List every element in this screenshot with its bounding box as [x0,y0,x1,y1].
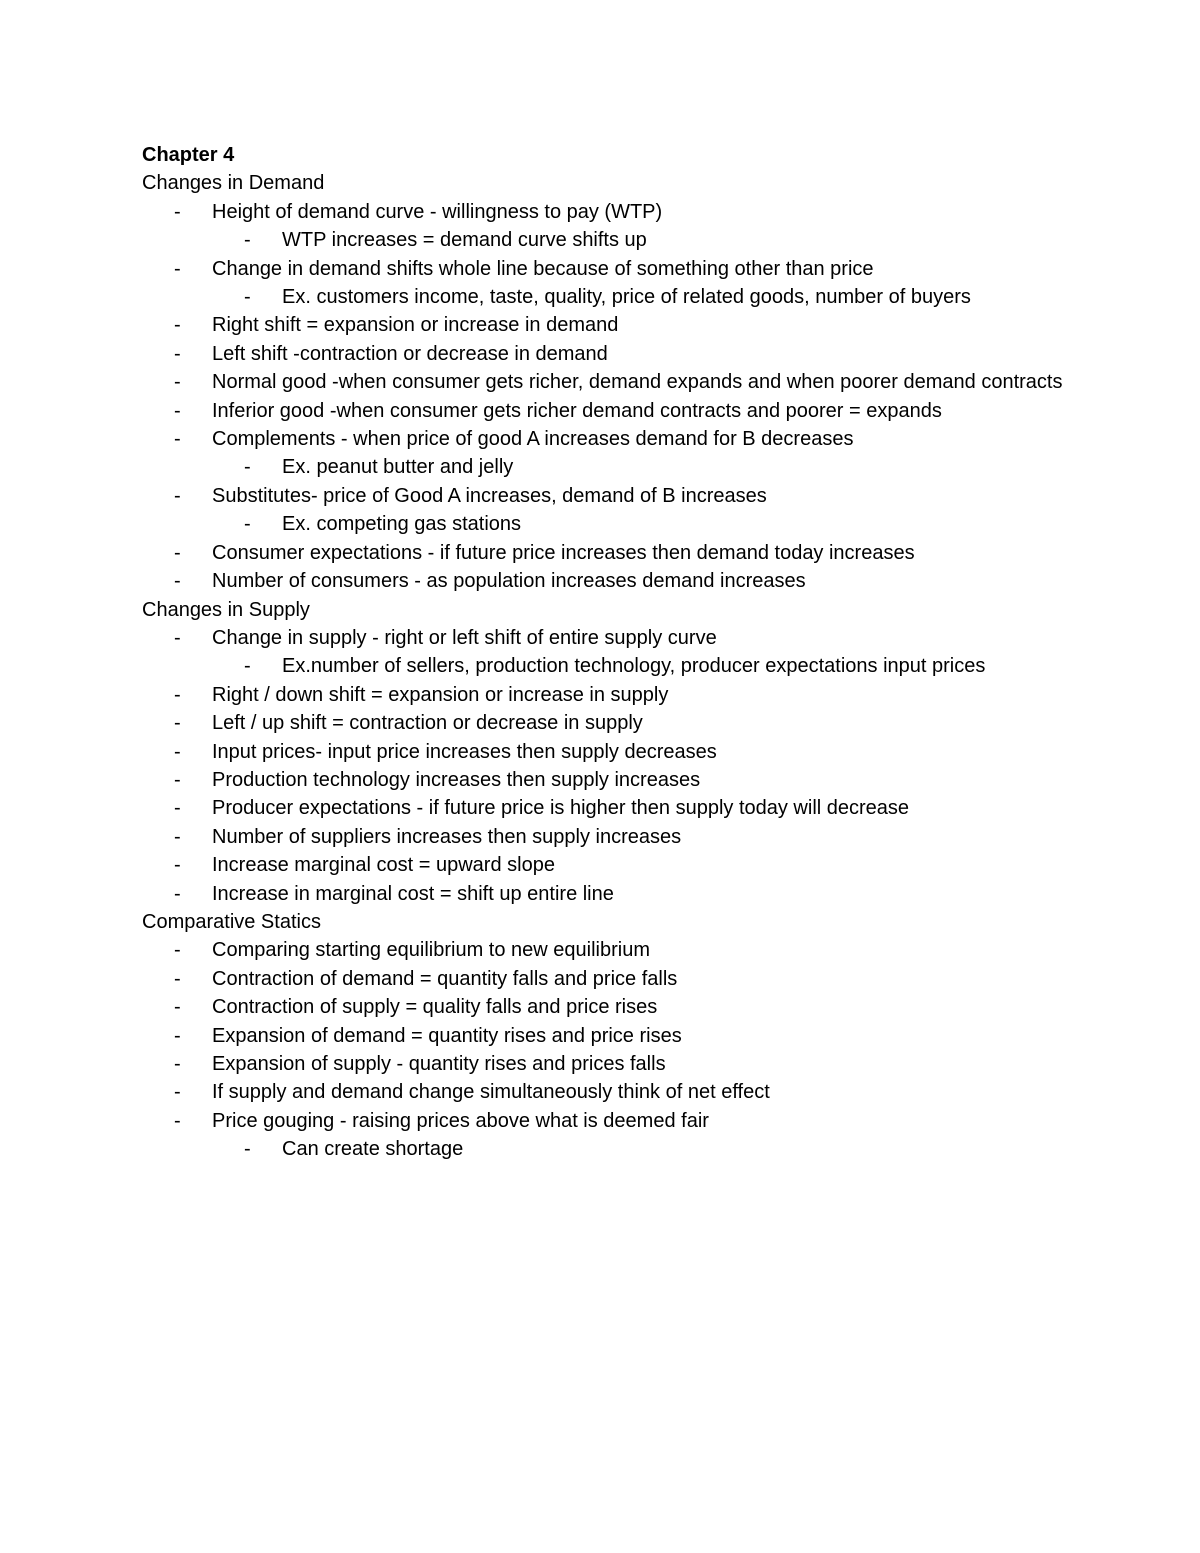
sections-container [142,169,1152,1163]
list-item-text: Price gouging - raising prices above what is deemed fair [212,1109,709,1132]
list-item [142,255,1152,283]
list-item [142,738,1152,766]
section-heading: Changes in Demand [142,172,325,195]
bullet-dash: - [174,342,181,365]
list-item [142,340,1152,368]
bullet-dash: - [174,882,181,905]
bullet-dash: - [174,996,181,1019]
sub-list-item [142,652,1152,680]
sub-list-item [142,1135,1152,1163]
list-item [142,851,1152,879]
sub-list-item [142,510,1152,538]
list-item-text: Number of consumers - as population increases demand increases [212,570,806,593]
list-item [142,823,1152,851]
bullet-dash: - [174,712,181,735]
sub-list-item-text: Ex. competing gas stations [282,513,522,536]
list-item-text: Complements - when price of good A increases demand for B decreases [212,428,854,451]
sub-list-item-text: Ex. customers income, taste, quality, price of related goods, number of buyers [282,286,971,309]
bullet-dash: - [244,229,251,252]
bullet-dash: - [244,655,251,678]
bullet-dash: - [174,1109,181,1132]
list-item-text: Comparing starting equilibrium to new equilibrium [212,939,650,962]
bullet-dash: - [174,1053,181,1075]
list-item-text: Left shift -contraction or decrease in demand [212,342,608,365]
list-item [142,368,1152,396]
list-item-text: Normal good -when consumer gets richer, demand expands and when poorer demand contracts [212,371,1063,394]
bullet-dash: - [174,626,181,649]
bullet-dash: - [244,286,251,309]
list-item-text: Expansion of supply - quantity rises and prices falls [212,1053,666,1075]
list-item [142,1078,1152,1106]
bullet-dash: - [174,740,181,763]
list-item-text: Producer expectations - if future price is higher then supply today will decrease [212,797,910,820]
list-item-text: Contraction of supply = quality falls and price rises [212,996,658,1019]
sub-list-item-text: WTP increases = demand curve shifts up [282,229,647,252]
list-item [142,681,1152,709]
bullet-dash: - [174,1081,181,1104]
list-item [142,425,1152,453]
bullet-dash: - [174,683,181,706]
bullet-dash: - [174,768,181,791]
list-item-text: Input prices- input price increases then supply decreases [212,740,717,763]
list-item [142,766,1152,794]
list-item [142,539,1152,567]
bullet-dash: - [174,371,181,394]
bullet-dash: - [174,428,181,451]
list-item [142,965,1152,993]
bullet-dash: - [174,825,181,848]
list-item-text: If supply and demand change simultaneously think of net effect [212,1081,770,1104]
list-item-text: Increase marginal cost = upward slope [212,854,555,877]
list-item [142,198,1152,226]
list-item [142,709,1152,737]
list-item-text: Substitutes- price of Good A increases, demand of B increases [212,484,767,507]
list-item-text: Expansion of demand = quantity rises and price rises [212,1024,682,1047]
bullet-dash: - [174,1024,181,1047]
list-item [142,1050,1152,1078]
sub-list-item [142,283,1152,311]
bullet-dash: - [174,399,181,422]
list-item [142,397,1152,425]
list-item [142,311,1152,339]
list-item [142,567,1152,595]
bullet-dash: - [174,200,181,223]
list-item [142,993,1152,1021]
list-item [142,794,1152,822]
sub-list-item-text: Can create shortage [282,1138,464,1161]
bullet-dash: - [174,967,181,990]
bullet-dash: - [244,513,251,536]
bullet-dash: - [174,484,181,507]
chapter-title: Chapter 4 [142,144,235,166]
bullet-dash: - [174,541,181,564]
list-item [142,1107,1152,1135]
sub-list-item [142,226,1152,254]
list-item-text: Right / down shift = expansion or increase in supply [212,683,669,706]
list-item-text: Right shift = expansion or increase in demand [212,314,619,337]
list-item-text: Production technology increases then supply increases [212,768,701,791]
sub-list-item-text: Ex. peanut butter and jelly [282,456,514,479]
list-item [142,1022,1152,1050]
document-body [142,141,1152,1164]
list-item [142,936,1152,964]
list-item-text: Left / up shift = contraction or decrease in supply [212,712,643,735]
list-item-text: Change in demand shifts whole line because of something other than price [212,257,874,280]
list-item [142,880,1152,908]
bullet-dash: - [174,939,181,962]
list-item-text: Inferior good -when consumer gets richer demand contracts and poorer = expands [212,399,942,422]
list-item-text: Change in supply - right or left shift of entire supply curve [212,626,717,649]
bullet-dash: - [174,854,181,877]
list-item-text: Number of suppliers increases then supply increases [212,825,682,848]
section-heading: Comparative Statics [142,910,321,933]
sub-list-item [142,453,1152,481]
sub-list-item-text: Ex.number of sellers, production technology, producer expectations input prices [282,655,986,678]
bullet-dash: - [244,1138,251,1161]
bullet-dash: - [174,570,181,593]
section-heading: Changes in Supply [142,598,310,621]
list-item [142,624,1152,652]
list-item-text: Increase in marginal cost = shift up entire line [212,882,614,905]
list-item-text: Contraction of demand = quantity falls and price falls [212,967,678,990]
list-item-text: Height of demand curve - willingness to pay (WTP) [212,200,663,223]
bullet-dash: - [174,797,181,820]
list-item [142,482,1152,510]
bullet-dash: - [174,257,181,280]
list-item-text: Consumer expectations - if future price increases then demand today increases [212,541,915,564]
bullet-dash: - [174,314,181,337]
bullet-dash: - [244,456,251,479]
